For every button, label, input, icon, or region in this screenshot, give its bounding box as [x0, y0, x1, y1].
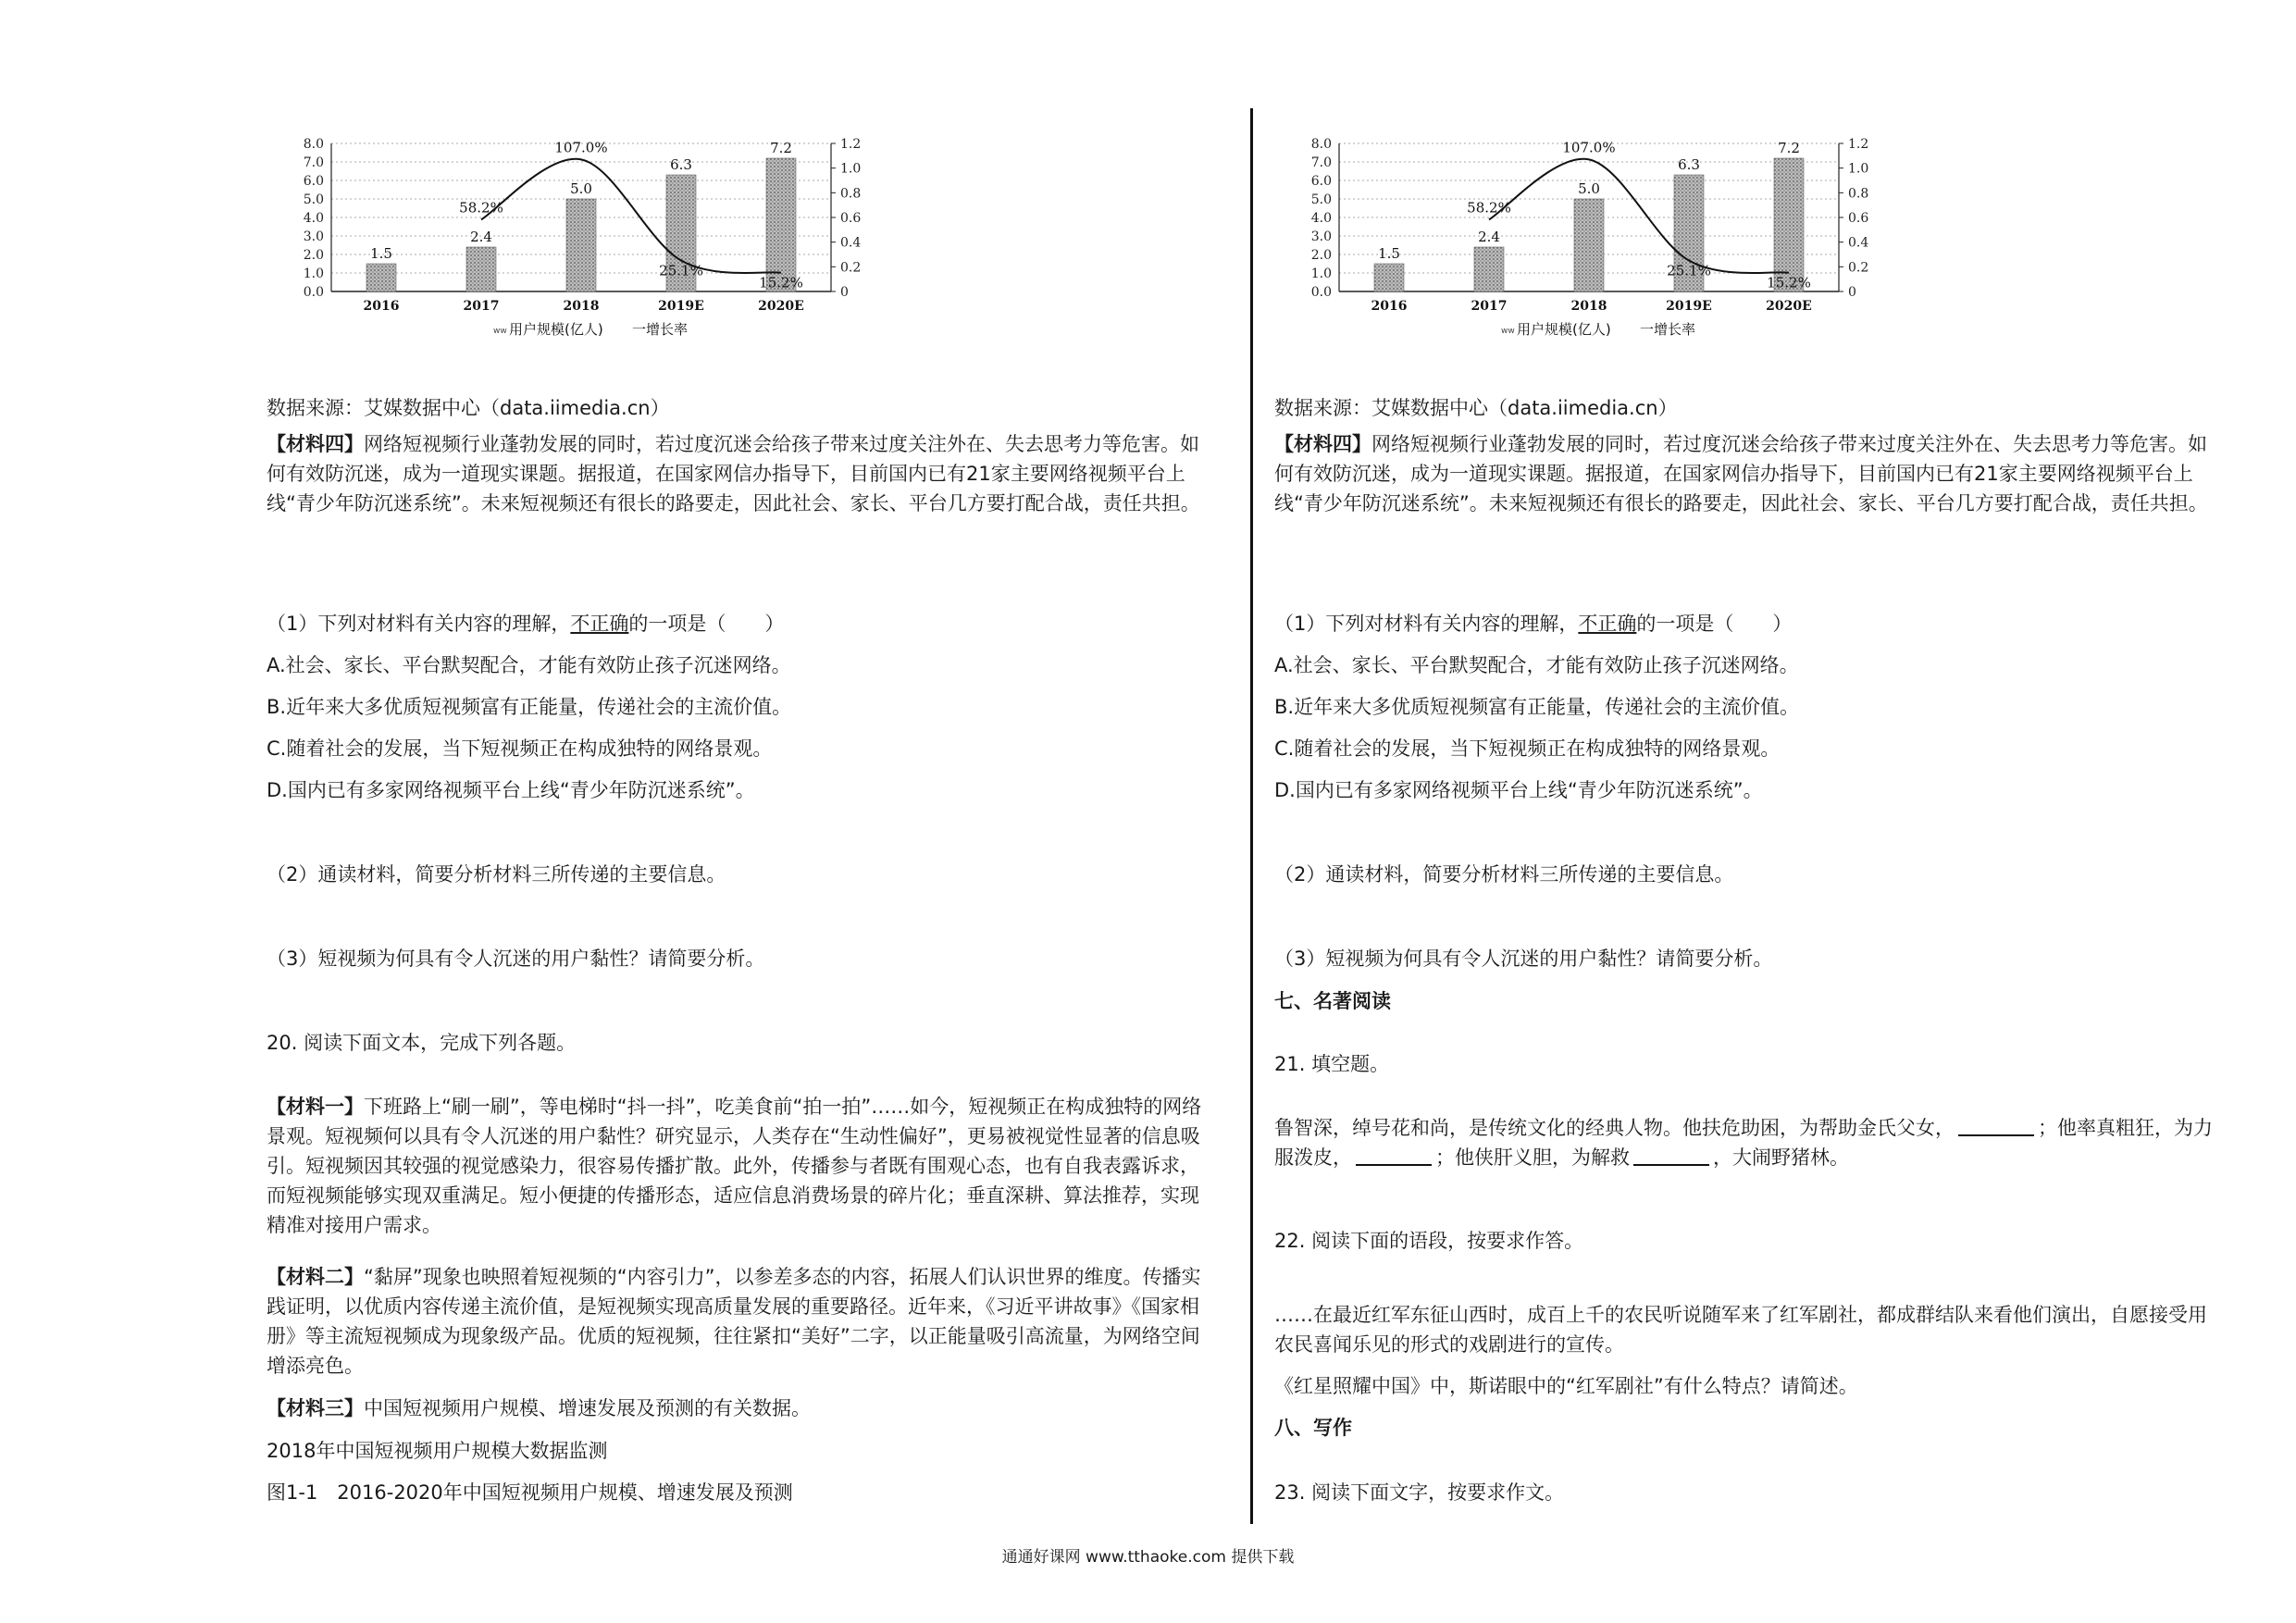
question-3: （3）短视频为何具有令人沉迷的用户黏性？请简要分析。: [1274, 948, 1773, 970]
legend-bar-label: 用户规模(亿人): [509, 321, 603, 338]
material-3: [267, 1394, 1210, 1423]
y-left-tick-label: 0.0: [303, 285, 324, 300]
question-1: [267, 609, 1210, 638]
q21-part-b: ；他率真粗狂，为力服泼皮，: [1274, 1117, 2213, 1169]
bar-value-label: 1.5: [1378, 245, 1400, 262]
material-2-text: “黏屏”现象也映照着短视频的“内容引力”，以参差多态的内容，拓展人们认识世界的维度。传播实践证明，以优质内容传递主流价值，是短视频实现高质量发展的重要路径。近年来，《习近平讲故事》《国家相册》等主流短视频成为现象级产品。优质的短视频，往往紧扣“美好”二字，以正能量吸引高流量，为网络空间增添亮色。: [267, 1266, 1201, 1377]
y-left-tick-label: 8.0: [303, 137, 324, 152]
material-2-lead: 【材料二】: [267, 1266, 364, 1288]
y-right-tick-label: 0: [1848, 285, 1856, 300]
option-a: A.社会、家长、平台默契配合，才能有效防止孩子沉迷网络。: [267, 654, 791, 676]
y-left-tick-label: 4.0: [1310, 211, 1332, 226]
growth-rate-line: [1489, 159, 1789, 273]
y-right-tick-label: 0.4: [1848, 235, 1869, 251]
y-left-tick-label: 1.0: [1310, 266, 1332, 281]
legend-line-label: 一增长率: [1640, 321, 1696, 338]
bar: [366, 264, 396, 291]
y-right-tick-label: 0.2: [1848, 260, 1869, 276]
growth-rate-label: 25.1%: [1667, 262, 1711, 279]
bar-value-label: 7.2: [770, 140, 792, 156]
y-left-tick-label: 6.0: [303, 174, 324, 189]
user-scale-chart-copy: [1274, 125, 1941, 347]
growth-rate-label: 107.0%: [1562, 139, 1616, 156]
question-1-underline: 不正确: [1578, 613, 1637, 635]
x-tick-label: 2018: [563, 299, 600, 314]
y-left-tick-label: 3.0: [1310, 229, 1332, 244]
question-23: 23. 阅读下面文字，按要求作文。: [1274, 1481, 1565, 1504]
material-4: [267, 429, 1210, 518]
y-left-tick-label: 3.0: [303, 229, 324, 244]
question-21: 21. 填空题。: [1274, 1053, 1390, 1075]
monitor-title: 2018年中国短视频用户规模大数据监测: [267, 1440, 608, 1462]
material-4-text: 网络短视频行业蓬勃发展的同时，若过度沉迷会给孩子带来过度关注外在、失去思考力等危害。如何有效防沉迷，成为一道现实课题。据报道，在国家网信办指导下，目前国内已有21家主要网络视频平台上线“青少年防沉迷系统”。未来短视频还有很长的路要走，因此社会、家长、平台几方要打配合战，责任共担。: [1274, 433, 2208, 514]
x-tick-label: 2016: [363, 299, 400, 314]
legend-line-label: 一增长率: [632, 321, 689, 338]
y-right-tick-label: 0: [840, 285, 849, 300]
material-2: [267, 1262, 1210, 1381]
material-4-lead: 【材料四】: [1274, 433, 1371, 455]
growth-rate-label: 107.0%: [554, 139, 608, 156]
bar-value-label: 2.4: [1478, 229, 1500, 245]
option-b: B.近年来大多优质短视频富有正能量，传递社会的主流价值。: [267, 696, 792, 718]
x-tick-label: 2020E: [1766, 299, 1812, 314]
y-right-tick-label: 1.0: [1848, 161, 1869, 177]
section-7-heading: 七、名著阅读: [1274, 990, 1391, 1012]
x-tick-label: 2020E: [758, 299, 804, 314]
q21-part-d: ，大闹野猪林。: [1713, 1146, 1849, 1169]
question-1-pre: （1）下列对材料有关内容的理解，: [1274, 613, 1579, 635]
growth-rate-line: [481, 159, 781, 273]
question-3: （3）短视频为何具有令人沉迷的用户黏性？请简要分析。: [267, 948, 765, 970]
y-left-tick-label: 0.0: [1310, 285, 1332, 300]
question-21-text: [1274, 1113, 2218, 1172]
x-tick-label: 2019E: [1666, 299, 1712, 314]
bar: [766, 158, 796, 291]
growth-rate-label: 58.2%: [1467, 199, 1511, 217]
bar: [1774, 158, 1804, 291]
growth-rate-label: 58.2%: [459, 199, 503, 217]
bar: [1374, 264, 1404, 291]
data-source: 数据来源：艾媒数据中心（data.iimedia.cn）: [267, 397, 670, 419]
material-1-text: 下班路上“刷一刷”，等电梯时“抖一抖”，吃美食前“拍一拍”……如今，短视频正在构成独特的网络景观。短视频何以具有令人沉迷的用户黏性？研究显示，人类存在“生动性偏好”，更易被视觉性显著的信息吸引。短视频因其较强的视觉感染力，很容易传播扩散。此外，传播参与者既有围观心态，也有自我表露诉求，而短视频能够实现双重满足。短小便捷的传播形态，适应信息消费场景的碎片化；垂直深耕、算法推荐，实现精准对接用户需求。: [267, 1096, 1202, 1236]
y-left-tick-label: 7.0: [303, 155, 324, 170]
bar: [566, 199, 596, 291]
x-tick-label: 2018: [1570, 299, 1607, 314]
y-right-tick-label: 1.0: [840, 161, 862, 177]
y-right-tick-label: 1.2: [1848, 137, 1869, 152]
answer-blank-1[interactable]: [1958, 1114, 2034, 1136]
question-1: [1274, 609, 2218, 638]
growth-rate-label: 15.2%: [759, 274, 803, 291]
y-left-tick-label: 1.0: [303, 266, 324, 281]
question-1-post: 的一项是（ ）: [628, 613, 785, 635]
y-right-tick-label: 0.2: [840, 260, 862, 276]
bar-value-label: 7.2: [1778, 140, 1800, 156]
bar: [466, 247, 496, 291]
legend-bar-prefix: ww: [1501, 327, 1515, 336]
growth-rate-label: 15.2%: [1767, 274, 1811, 291]
option-b: B.近年来大多优质短视频富有正能量，传递社会的主流价值。: [1274, 696, 1800, 718]
x-tick-label: 2019E: [658, 299, 704, 314]
y-right-tick-label: 0.4: [840, 235, 862, 251]
question-22: 22. 阅读下面的语段，按要求作答。: [1274, 1230, 1584, 1252]
bar-value-label: 6.3: [670, 156, 692, 173]
material-4-text: 网络短视频行业蓬勃发展的同时，若过度沉迷会给孩子带来过度关注外在、失去思考力等危害。如何有效防沉迷，成为一道现实课题。据报道，在国家网信办指导下，目前国内已有21家主要网络视频平台上线“青少年防沉迷系统”。未来短视频还有很长的路要走，因此社会、家长、平台几方要打配合战，责任共担。: [267, 433, 1200, 514]
bar-value-label: 6.3: [1678, 156, 1700, 173]
answer-blank-2[interactable]: [1356, 1144, 1432, 1166]
y-left-tick-label: 5.0: [303, 192, 324, 207]
legend-bar-label: 用户规模(亿人): [1517, 321, 1611, 338]
x-tick-label: 2016: [1371, 299, 1408, 314]
y-left-tick-label: 8.0: [1310, 137, 1332, 152]
growth-rate-label: 25.1%: [659, 262, 703, 279]
y-right-tick-label: 0.8: [840, 186, 862, 202]
material-4-lead: 【材料四】: [267, 433, 364, 455]
y-left-tick-label: 2.0: [303, 248, 324, 263]
question-22-prompt: 《红星照耀中国》中，斯诺眼中的“红军剧社”有什么特点？请简述。: [1274, 1375, 1858, 1397]
bar-value-label: 5.0: [1578, 180, 1600, 197]
question-2: （2）通读材料，简要分析材料三所传递的主要信息。: [1274, 863, 1734, 886]
y-left-tick-label: 4.0: [303, 211, 324, 226]
legend-bar-prefix: ww: [493, 327, 507, 336]
material-1-lead: 【材料一】: [267, 1096, 364, 1118]
bar: [1474, 247, 1504, 291]
question-1-underline: 不正确: [570, 613, 629, 635]
bar-value-label: 1.5: [370, 245, 392, 262]
bar-value-label: 2.4: [470, 229, 492, 245]
option-c: C.随着社会的发展，当下短视频正在构成独特的网络景观。: [267, 737, 773, 760]
material-3-text: 中国短视频用户规模、增速发展及预测的有关数据。: [364, 1397, 811, 1419]
page-footer: 通通好课网 www.tthaoke.com 提供下载: [1001, 1548, 1295, 1567]
y-left-tick-label: 2.0: [1310, 248, 1332, 263]
material-3-lead: 【材料三】: [267, 1397, 364, 1419]
x-tick-label: 2017: [1471, 299, 1508, 314]
bar-value-label: 5.0: [570, 180, 592, 197]
question-2: （2）通读材料，简要分析材料三所传递的主要信息。: [267, 863, 726, 886]
y-right-tick-label: 0.8: [1848, 186, 1869, 202]
figure-caption: 图1-1 2016-2020年中国短视频用户规模、增速发展及预测: [267, 1481, 793, 1504]
question-1-pre: （1）下列对材料有关内容的理解，: [267, 613, 571, 635]
option-c: C.随着社会的发展，当下短视频正在构成独特的网络景观。: [1274, 737, 1781, 760]
q21-part-a: 鲁智深，绰号花和尚，是传统文化的经典人物。他扶危助困，为帮助金氏父女，: [1274, 1117, 1955, 1139]
bar: [1574, 199, 1604, 291]
y-right-tick-label: 0.6: [840, 211, 862, 226]
data-source: 数据来源：艾媒数据中心（data.iimedia.cn）: [1274, 397, 1678, 419]
section-8-heading: 八、写作: [1274, 1417, 1352, 1439]
question-22-passage: ……在最近红军东征山西时，成百上千的农民听说随军来了红军剧社，都成群结队来看他们演出，自愿接受用农民喜闻乐见的形式的戏剧进行的宣传。: [1274, 1304, 2207, 1356]
material-4: [1274, 429, 2218, 518]
column-divider: [1250, 108, 1253, 1524]
y-left-tick-label: 6.0: [1310, 174, 1332, 189]
option-a: A.社会、家长、平台默契配合，才能有效防止孩子沉迷网络。: [1274, 654, 1799, 676]
question-1-post: 的一项是（ ）: [1636, 613, 1793, 635]
material-1: [267, 1092, 1210, 1240]
y-right-tick-label: 1.2: [840, 137, 862, 152]
y-right-tick-label: 0.6: [1848, 211, 1869, 226]
option-d: D.国内已有多家网络视频平台上线“青少年防沉迷系统”。: [267, 779, 755, 801]
y-left-tick-label: 7.0: [1310, 155, 1332, 170]
y-left-tick-label: 5.0: [1310, 192, 1332, 207]
q21-part-c: ；他侠肝义胆，为解救: [1435, 1146, 1630, 1169]
option-d: D.国内已有多家网络视频平台上线“青少年防沉迷系统”。: [1274, 779, 1763, 801]
x-tick-label: 2017: [463, 299, 500, 314]
user-scale-chart: [267, 125, 933, 347]
question-20: 20. 阅读下面文本，完成下列各题。: [267, 1032, 577, 1054]
answer-blank-3[interactable]: [1633, 1144, 1709, 1166]
